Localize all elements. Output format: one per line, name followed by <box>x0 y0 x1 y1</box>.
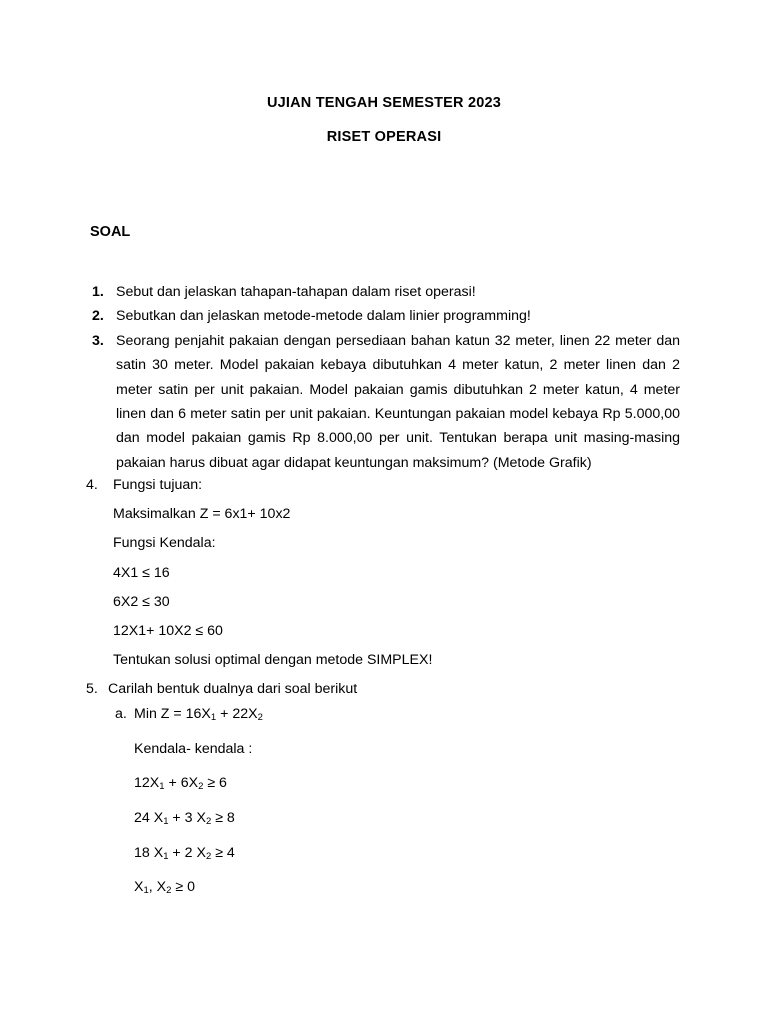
question-2 <box>84 304 680 328</box>
question-5-number: 5. <box>86 681 98 697</box>
q5-part-a-label: a. <box>115 706 127 722</box>
exam-title: UJIAN TENGAH SEMESTER 2023 <box>266 95 502 111</box>
q4-constraints-label: Fungsi Kendala: <box>113 535 216 551</box>
q5-objective: Min $Z = 16X_1 + 22X_2$ <box>134 706 263 723</box>
q5-constraint-2: 24 $X_1 + 3$ $X_2 \ge 8$ <box>134 810 235 827</box>
q5-constraint-4: $X_1$, $X_2 \ge 0$ <box>134 879 195 896</box>
q5-constraint-3: 18 $X_1 + 2$ $X_2 \ge 4$ <box>134 845 235 862</box>
question-text: Seorang penjahit pakaian dengan persediaan bahan katun 32 meter, linen 22 meter dan satin 30 meter. Model pakaian kebaya dibutuhkan 4 meter katun, 2 meter linen dan 2 meter satin per unit pakaian. Model pakaian gamis dibutuhkan 2 meter katun, 4 meter linen dan 6 meter satin per unit pakaian. Keuntungan pakaian model kebaya Rp 5.000,00 dan model pakaian gamis Rp 8.000,00 per unit. Tentukan berapa unit masing-masing pakaian harus dibuat agar didapat keuntungan maksimum? (Metode Grafik) <box>116 332 680 471</box>
question-number: 2. <box>92 308 104 325</box>
q4-objective: Maksimalkan Z = 6x1+ 10x2 <box>113 506 291 522</box>
question-3 <box>84 329 680 475</box>
question-text: Sebut dan jelaskan tahapan-tahapan dalam riset operasi! <box>116 284 476 300</box>
q4-constraint-1: 4X1 ≤ 16 <box>113 565 170 581</box>
question-1 <box>84 280 680 304</box>
q4-constraint-3: 12X1+ 10X2 ≤ 60 <box>113 623 223 639</box>
question-number: 1. <box>92 284 104 300</box>
q5-constraint-1: $12X_1 + 6X_2 \ge 6$ <box>134 775 227 792</box>
course-title: RISET OPERASI <box>326 129 442 145</box>
q4-heading: Fungsi tujuan: <box>113 477 203 493</box>
question-number: 3. <box>92 332 104 349</box>
question-list <box>84 280 680 475</box>
question-text: Sebutkan dan jelaskan metode-metode dalam linier programming! <box>116 308 531 325</box>
q5-heading: Carilah bentuk dualnya dari soal berikut <box>108 681 358 697</box>
q5-constraints-label: Kendala- kendala : <box>134 741 253 757</box>
q4-constraint-2: 6X2 ≤ 30 <box>113 594 170 610</box>
section-label: SOAL <box>90 224 131 240</box>
question-4-number: 4. <box>86 477 98 493</box>
q4-instruction: Tentukan solusi optimal dengan metode SIMPLEX! <box>113 652 433 668</box>
